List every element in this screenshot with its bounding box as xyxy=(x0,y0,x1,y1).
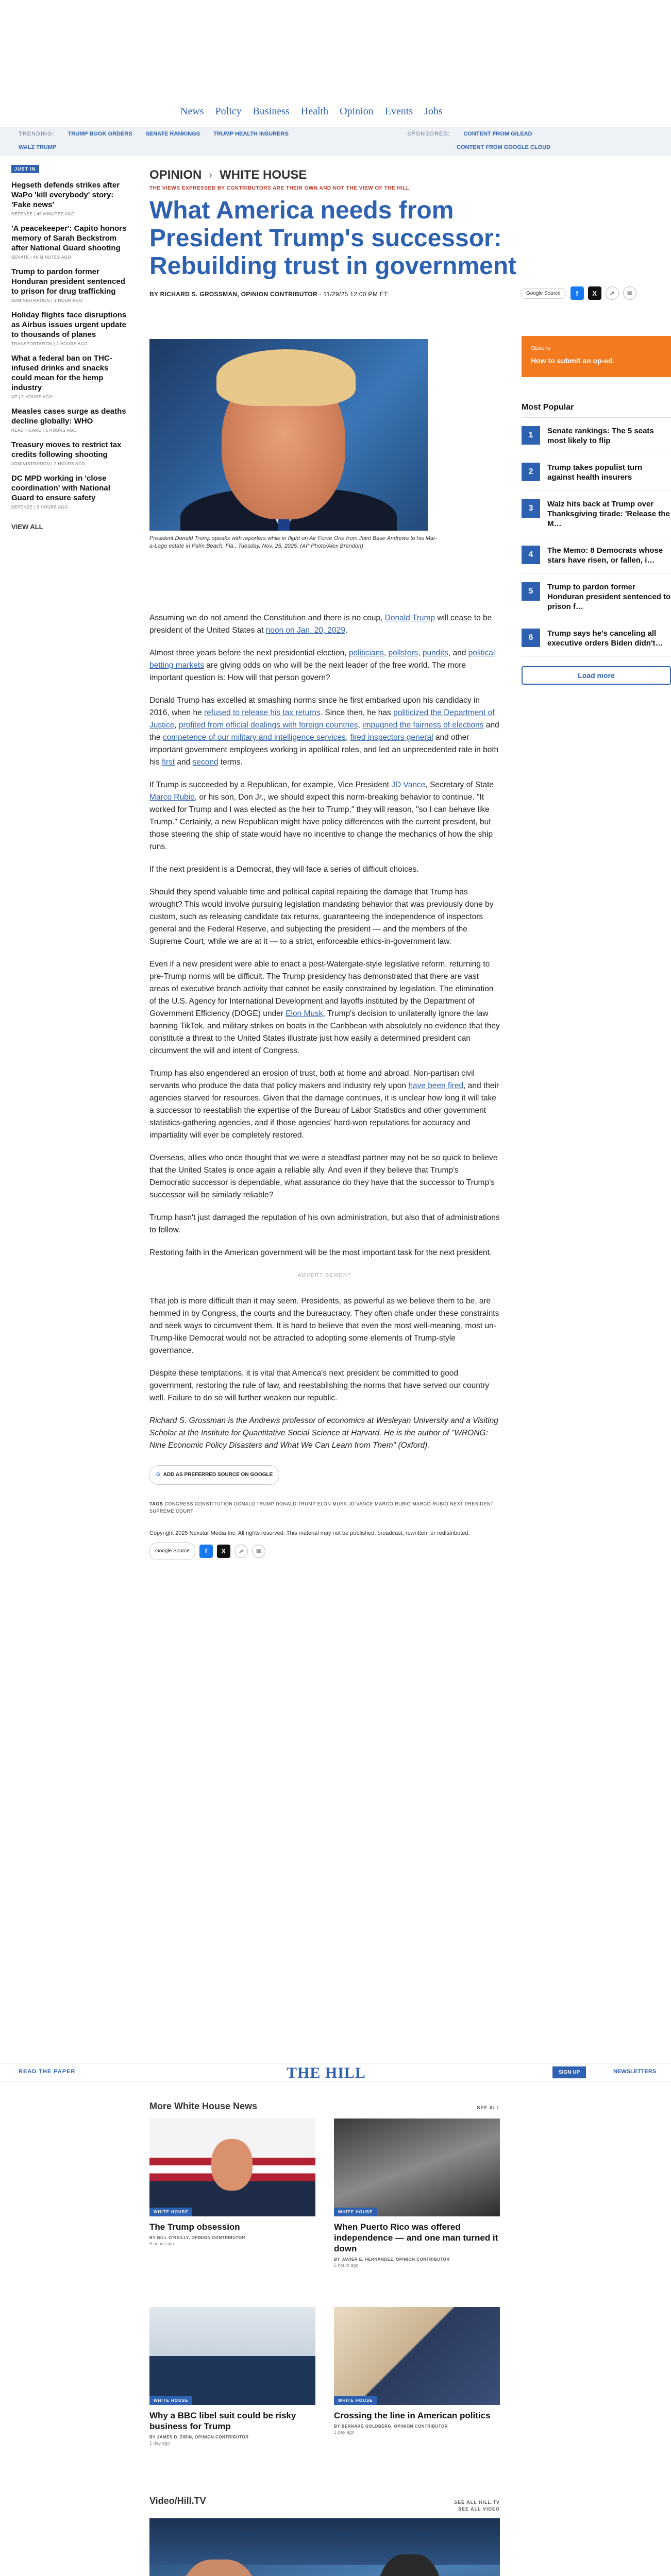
view-all-link[interactable]: VIEW ALL xyxy=(11,523,43,531)
list-item-title[interactable]: Trump takes populist turn against health insurers xyxy=(547,463,643,482)
trending-bar xyxy=(0,127,671,156)
google-source-button[interactable]: Google Source xyxy=(521,288,566,299)
site-logo[interactable]: THE HILL xyxy=(287,2064,366,2081)
list-item[interactable] xyxy=(522,418,671,454)
article-paragraph: Overseas, allies who once thought that we were a steadfast partner may not be so quick to believe that the United States is once again a reliable ally. And even if they believe that Trump's Democratic successor is dependable, what assurance do they have that the successor to Trump's successor will be similarly reliable? xyxy=(149,1154,498,1199)
rank-number: 4 xyxy=(522,546,540,564)
section-title: More White House News xyxy=(149,2101,258,2111)
list-item[interactable] xyxy=(522,537,671,574)
card-byline: BY BERNARD GOLDBERG, OPINION CONTRIBUTOR xyxy=(334,2424,448,2429)
list-item-title[interactable]: Hegseth defends strikes after WaPo 'kill everybody' story: 'Fake news' xyxy=(11,181,120,209)
article-paragraph: Assuming we do not amend the Constitution and there is no coup, Donald Trump will cease to be president of the United States at noon on Jan. 20, 2029. xyxy=(149,614,492,635)
list-item-title[interactable]: Trump says he's canceling all executive orders Biden didn't… xyxy=(547,629,663,648)
inline-link[interactable]: Donald Trump xyxy=(384,614,435,622)
card-time: 1 day ago xyxy=(334,2430,355,2435)
most-popular-title: Most Popular xyxy=(522,403,671,418)
inline-link[interactable]: fired inspectors general xyxy=(350,733,433,742)
facebook-icon[interactable]: f xyxy=(571,286,584,300)
nav-link-news[interactable]: News xyxy=(180,106,204,117)
article-tags xyxy=(149,1500,500,1515)
see-all-link[interactable]: SEE ALL xyxy=(477,2105,500,2110)
rank-number: 3 xyxy=(522,499,540,518)
card-tag[interactable]: WHITE HOUSE xyxy=(149,2396,192,2405)
list-item[interactable] xyxy=(11,406,130,433)
list-item-title[interactable]: Senate rankings: The 5 seats most likely to flip xyxy=(547,427,654,445)
nav-link-health[interactable]: Health xyxy=(300,106,329,117)
just-in-badge: JUST IN xyxy=(11,165,39,173)
list-item-title[interactable]: DC MPD working in 'close coordination' with National Guard to ensure safety xyxy=(11,474,110,502)
news-card[interactable] xyxy=(334,2307,500,2435)
card-tag[interactable]: WHITE HOUSE xyxy=(334,2396,377,2405)
list-item-meta: TRANSPORTATION | 2 HOURS AGO xyxy=(11,342,88,346)
inline-link[interactable]: Marco Rubio xyxy=(149,793,195,802)
opinion-options-box[interactable] xyxy=(522,336,671,377)
nav-link-events[interactable]: Events xyxy=(384,106,413,117)
article-paragraph: If the next president is a Democrat, they will face a series of difficult choices. xyxy=(149,865,419,874)
nav-link-opinion[interactable]: Opinion xyxy=(340,106,374,117)
inline-link[interactable]: JD Vance xyxy=(391,781,426,789)
read-paper-link[interactable]: READ THE PAPER xyxy=(19,2069,76,2075)
article-paragraph: Almost three years before the next presidential election, politicians, pollsters, pundits, and political betting markets are giving odds on who will be the next leader of the free world. The more important question is: How will that person govern? xyxy=(149,649,495,682)
load-more-button[interactable]: Load more xyxy=(522,666,671,685)
list-item[interactable] xyxy=(11,440,130,466)
x-icon[interactable]: X xyxy=(217,1545,230,1558)
share-icon[interactable]: ⇗ xyxy=(234,1545,248,1558)
card-time: 1 day ago xyxy=(149,2441,170,2446)
list-item-title[interactable]: Walz hits back at Trump over Thanksgiving tirade: 'Release the M… xyxy=(547,500,670,528)
sponsored-label: SPONSORED: xyxy=(407,131,450,137)
nav-link-policy[interactable]: Policy xyxy=(215,106,242,117)
more-news-header xyxy=(149,2101,500,2112)
preferred-source-button[interactable] xyxy=(149,1465,279,1485)
list-item[interactable] xyxy=(11,267,130,303)
list-item[interactable] xyxy=(11,224,130,260)
nav-link-business[interactable]: Business xyxy=(253,106,290,117)
card-title[interactable]: Crossing the line in American politics xyxy=(334,2411,491,2420)
list-item-meta: HEALTHCARE | 2 HOURS AGO xyxy=(11,428,77,433)
list-item-meta: ADMINISTRATION | 1 HOUR AGO xyxy=(11,298,82,303)
list-item-title[interactable]: Trump to pardon former Honduran president sentenced to prison f… xyxy=(547,583,671,611)
news-card[interactable] xyxy=(149,2307,315,2446)
email-icon[interactable]: ✉ xyxy=(252,1545,265,1558)
submit-oped-link[interactable]: How to submit an op-ed. xyxy=(531,357,615,365)
image-caption: President Donald Trump speaks with reporters while in flight on Air Force One from Joint Base Andrews to his Mar-a-Lago estate in Palm Beach, Fla., Tuesday, Nov. 25, 2025. (AP Photo/Alex Brandon) xyxy=(149,535,438,549)
card-image-figure xyxy=(211,2139,253,2191)
hero-image xyxy=(149,339,428,531)
newsletters-link[interactable]: NEWSLETTERS xyxy=(613,2069,657,2075)
byline xyxy=(149,291,388,298)
inline-link[interactable]: politicized the Department of Justice xyxy=(149,708,495,730)
article-paragraph: Should they spend valuable time and political capital repairing the damage that Trump has wrought? This would involve pursuing legislation mandating behavior that was previously done by custom, such as releasing candidate tax returns, guaranteeing the independence of inspectors general and the Federal Reserve, and subjecting the president — and the members of the Supreme Court, while we are at it — to a strict, enforceable ethics-in-government law. xyxy=(149,888,494,946)
card-title[interactable]: Why a BBC libel suit could be risky business for Trump xyxy=(149,2411,296,2431)
inline-link[interactable]: politicians xyxy=(348,649,384,657)
inline-link[interactable]: pollsters xyxy=(388,649,418,657)
see-all-hilltv-link[interactable]: SEE ALL HILL.TV xyxy=(454,2500,500,2505)
list-item-title[interactable]: 'A peacekeeper': Capito honors memory of Sarah Beckstrom after National Guard shooting xyxy=(11,224,127,252)
card-tag[interactable]: WHITE HOUSE xyxy=(334,2208,377,2216)
rank-number: 2 xyxy=(522,463,540,481)
email-icon[interactable]: ✉ xyxy=(623,286,636,300)
primary-nav xyxy=(180,106,443,117)
facebook-icon[interactable]: f xyxy=(199,1545,213,1558)
list-item[interactable] xyxy=(11,353,130,399)
sponsored-link[interactable]: CONTENT FROM GILEAD xyxy=(463,131,532,137)
author-bio: Richard S. Grossman is the Andrews professor of economics at Wesleyan University and a Visiting Scholar at the Institute for Quantitative Social Science at Harvard. He is the author of "WRONG: Nine Economic Policy Disasters and What We Can Learn from Them" (Oxford). xyxy=(149,1416,498,1450)
signup-button[interactable]: SIGN UP xyxy=(552,2066,586,2078)
byline-date: 11/29/25 12:00 PM ET xyxy=(323,291,388,298)
share-bar xyxy=(521,286,636,300)
list-item-meta: AP | 2 HOURS AGO xyxy=(11,395,53,399)
inline-link[interactable]: noon on Jan. 20, 2029 xyxy=(265,626,346,635)
article-paragraph: Donald Trump has excelled at smashing norms since he first embarked upon his candidacy in 2016, when he refused to release his tax returns. Since then, he has politicized the Department of Justice, profited from official dealings with foreign countries, impugned the fairness of elections and the competence of our military and intelligence services, fired inspectors general and other important government employees working in apolitical roles, and led an unprecedented rate in both his first and second terms. xyxy=(149,696,499,767)
inline-link[interactable]: political betting markets xyxy=(149,649,495,670)
inline-link[interactable]: second xyxy=(192,758,219,767)
list-item-title[interactable]: What a federal ban on THC-infused drinks and snacks could mean for the hemp industry xyxy=(11,354,112,392)
video-player[interactable] xyxy=(149,2518,500,2576)
card-time: 6 hours ago xyxy=(334,2263,359,2268)
trending-link[interactable]: WALZ TRUMP xyxy=(19,144,57,150)
article-paragraph: Restoring faith in the American government will be the most important task for the next president. xyxy=(149,1248,492,1257)
article-paragraph: Even if a new president were able to enact a post-Watergate-style legislative reform, returning to pre-Trump norms will be difficult. The Trump presidency has demonstrated that there are vast areas of executive branch activity that cannot be easily constrained by legislation. The elimination of the U.S. Agency for International Development and layoffs instituted by the Department of Government Efficiency (DOGE) under Elon Musk, Trump's decision to unilaterally ignore the law banning TikTok, and military strikes on boats in the Caribbean with absolutely no evidence that they constitute a threat to the United States illustrate just how easily a determined president can circumvent the will and intent of Congress. xyxy=(149,960,500,1055)
card-byline: BY JAVIER E. HERNANDEZ, OPINION CONTRIBUTOR xyxy=(334,2257,450,2262)
trending-link[interactable]: TRUMP BOOK ORDERS xyxy=(68,131,132,137)
inline-link[interactable]: profited from official dealings with foreign countries xyxy=(178,721,358,730)
inline-link[interactable]: competence of our military and intelligence services xyxy=(162,733,346,742)
inline-link[interactable]: pundits xyxy=(422,649,448,657)
list-item[interactable] xyxy=(11,310,130,346)
news-card[interactable] xyxy=(334,2119,500,2268)
card-byline: BY BILL O'REILLY, OPINION CONTRIBUTOR xyxy=(149,2235,245,2240)
video-frame-top xyxy=(149,2518,500,2565)
video-header xyxy=(149,2496,500,2513)
hero-image-hair xyxy=(216,349,356,406)
list-item[interactable] xyxy=(522,454,671,491)
rank-number: 6 xyxy=(522,629,540,647)
list-item-title[interactable]: Holiday flights face disruptions as Airbus issues urgent update to thousands of planes xyxy=(11,311,127,339)
see-all-video-link[interactable]: SEE ALL VIDEO xyxy=(458,2506,500,2512)
rank-number: 1 xyxy=(522,426,540,445)
opinion-disclaimer: THE VIEWS EXPRESSED BY CONTRIBUTORS ARE THEIR OWN AND NOT THE VIEW OF THE HILL xyxy=(149,185,410,191)
tags-label: TAGS xyxy=(149,1501,163,1506)
share-icon[interactable]: ⇗ xyxy=(606,286,619,300)
article-body xyxy=(149,612,500,1560)
news-card[interactable] xyxy=(149,2119,315,2246)
list-item-title[interactable]: The Memo: 8 Democrats whose stars have risen, or fallen, i… xyxy=(547,546,663,565)
sponsored-link[interactable]: CONTENT FROM GOOGLE CLOUD xyxy=(457,144,551,150)
options-label: Options xyxy=(531,345,550,351)
byline-author[interactable]: BY RICHARD S. GROSSMAN, OPINION CONTRIBUTOR xyxy=(149,291,317,298)
inline-link[interactable]: have been fired xyxy=(408,1081,464,1090)
breadcrumb xyxy=(149,168,307,182)
card-byline: BY JAMES D. ZIRIN, OPINION CONTRIBUTOR xyxy=(149,2435,249,2439)
inline-link[interactable]: Elon Musk xyxy=(286,1009,323,1018)
card-time: 6 hours ago xyxy=(149,2241,174,2246)
list-item[interactable] xyxy=(522,574,671,620)
hill-sticky-bar xyxy=(0,2063,671,2081)
preferred-source-label: ADD AS PREFERRED SOURCE ON GOOGLE xyxy=(163,1472,273,1478)
tags-list[interactable]: CONGRESS CONSTITUTION DONALD TRUMP DONALD TRUMP ELON MUSK JD VANCE MARCO RUBIO MARCO RUBIO NEXT PRESIDENT SUPREME COURT xyxy=(149,1501,494,1514)
list-item-title[interactable]: Measles cases surge as deaths decline globally: WHO xyxy=(11,407,126,426)
list-item[interactable] xyxy=(11,180,130,216)
rank-number: 5 xyxy=(522,582,540,601)
google-source-button[interactable]: Google Source xyxy=(149,1543,195,1560)
inline-link[interactable]: first xyxy=(162,758,175,767)
see-all-links xyxy=(454,2499,500,2513)
breadcrumb-section[interactable]: OPINION xyxy=(149,168,202,182)
list-item[interactable] xyxy=(522,491,671,537)
card-tag[interactable]: WHITE HOUSE xyxy=(149,2208,192,2216)
breadcrumb-subsection[interactable]: WHITE HOUSE xyxy=(220,168,307,182)
list-item-meta: DEFENSE | 45 MINUTES AGO xyxy=(11,212,75,216)
list-item-meta: ADMINISTRATION | 2 HOURS AGO xyxy=(11,462,86,466)
list-item-meta: DEFENSE | 2 HOURS AGO xyxy=(11,505,68,510)
inline-link[interactable]: refused to release his tax returns xyxy=(204,708,321,717)
card-image[interactable] xyxy=(334,2119,500,2216)
list-item[interactable] xyxy=(522,620,671,657)
trending-link[interactable]: SENATE RANKINGS xyxy=(145,131,200,137)
top-navigation xyxy=(0,0,671,117)
google-icon: G xyxy=(156,1472,160,1478)
section-title: Video/Hill.TV xyxy=(149,2496,206,2506)
just-in-rail xyxy=(11,164,130,531)
x-icon[interactable]: X xyxy=(588,286,601,300)
byline-separator: - xyxy=(319,291,324,298)
article-paragraph: That job is more difficult than it may seem. Presidents, as powerful as we believe them to be, are hemmed in by Congress, the courts and the bureaucracy. They often chafe under these constraints and seek ways to circumvent them. It is hard to believe that even the most well-meaning, most un-Trump-like Democrat would not be attracted to adopting some elements of Trump-style governance. xyxy=(149,1297,499,1355)
article-paragraph: If Trump is succeeded by a Republican, for example, Vice President JD Vance, Secretary of State Marco Rubio, or his son, Don Jr., we should expect this norm-breaking behavior to continue. "It worked for Trump and I was elected as the heir to Trump," they will reason, "so I can behave like Trump." Certainly, a new Republican might have policy differences with the current president, but those steering the ship of state would have no incentive to change the mechanics of how the ship runs. xyxy=(149,781,494,851)
nav-link-jobs[interactable]: Jobs xyxy=(424,106,443,117)
card-title[interactable]: The Trump obsession xyxy=(149,2222,240,2232)
article-paragraph: Trump has also engendered an erosion of trust, both at home and abroad. Non-partisan civil servants who produce the data that policy makers and industry rely upon have been fired, and their agencies starved for resources. Given that the damage continues, it is unclear how long it will take a successor to reestablish the expertise of the Bureau of Labor Statistics and other government statistics-gathering agencies, and if those agencies' hard-won reputations for accuracy and impartiality will ever be completely restored. xyxy=(149,1069,499,1140)
list-item[interactable] xyxy=(11,473,130,510)
list-item-title[interactable]: Treasury moves to restrict tax credits following shooting xyxy=(11,440,122,459)
trending-label: TRENDING: xyxy=(19,131,55,137)
list-item-meta: SENATE | 46 MINUTES AGO xyxy=(11,255,72,260)
article-paragraph: Trump hasn't just damaged the reputation of his own administration, but also that of administrations to follow. xyxy=(149,1213,500,1234)
card-image[interactable] xyxy=(149,2119,315,2216)
card-image[interactable] xyxy=(334,2307,500,2405)
chevron-right-icon: › xyxy=(209,169,213,181)
advertisement-label: ADVERTISEMENT xyxy=(297,1273,352,1278)
inline-link[interactable]: impugned the fairness of elections xyxy=(362,721,484,730)
card-image[interactable] xyxy=(149,2307,315,2405)
page-title: What America needs from President Trump's successor: Rebuilding trust in government xyxy=(149,197,517,280)
card-title[interactable]: When Puerto Rico was offered independence — and one man turned it down xyxy=(334,2222,498,2253)
most-popular xyxy=(522,403,671,685)
copyright-notice: Copyright 2025 Nexstar Media Inc. All rights reserved. This material may not be published, broadcast, rewritten, or redistributed. xyxy=(149,1530,470,1536)
list-item-title[interactable]: Trump to pardon former Honduran president sentenced to prison for drug trafficking xyxy=(11,267,125,296)
share-bar xyxy=(149,1543,500,1560)
trending-link[interactable]: TRUMP HEALTH INSURERS xyxy=(213,131,289,137)
article-paragraph: Despite these temptations, it is vital that America's next president be committed to good government, restoring the rule of law, and reestablishing the norms that have served our country well. Failure to do so will further weaken our republic. xyxy=(149,1369,490,1402)
